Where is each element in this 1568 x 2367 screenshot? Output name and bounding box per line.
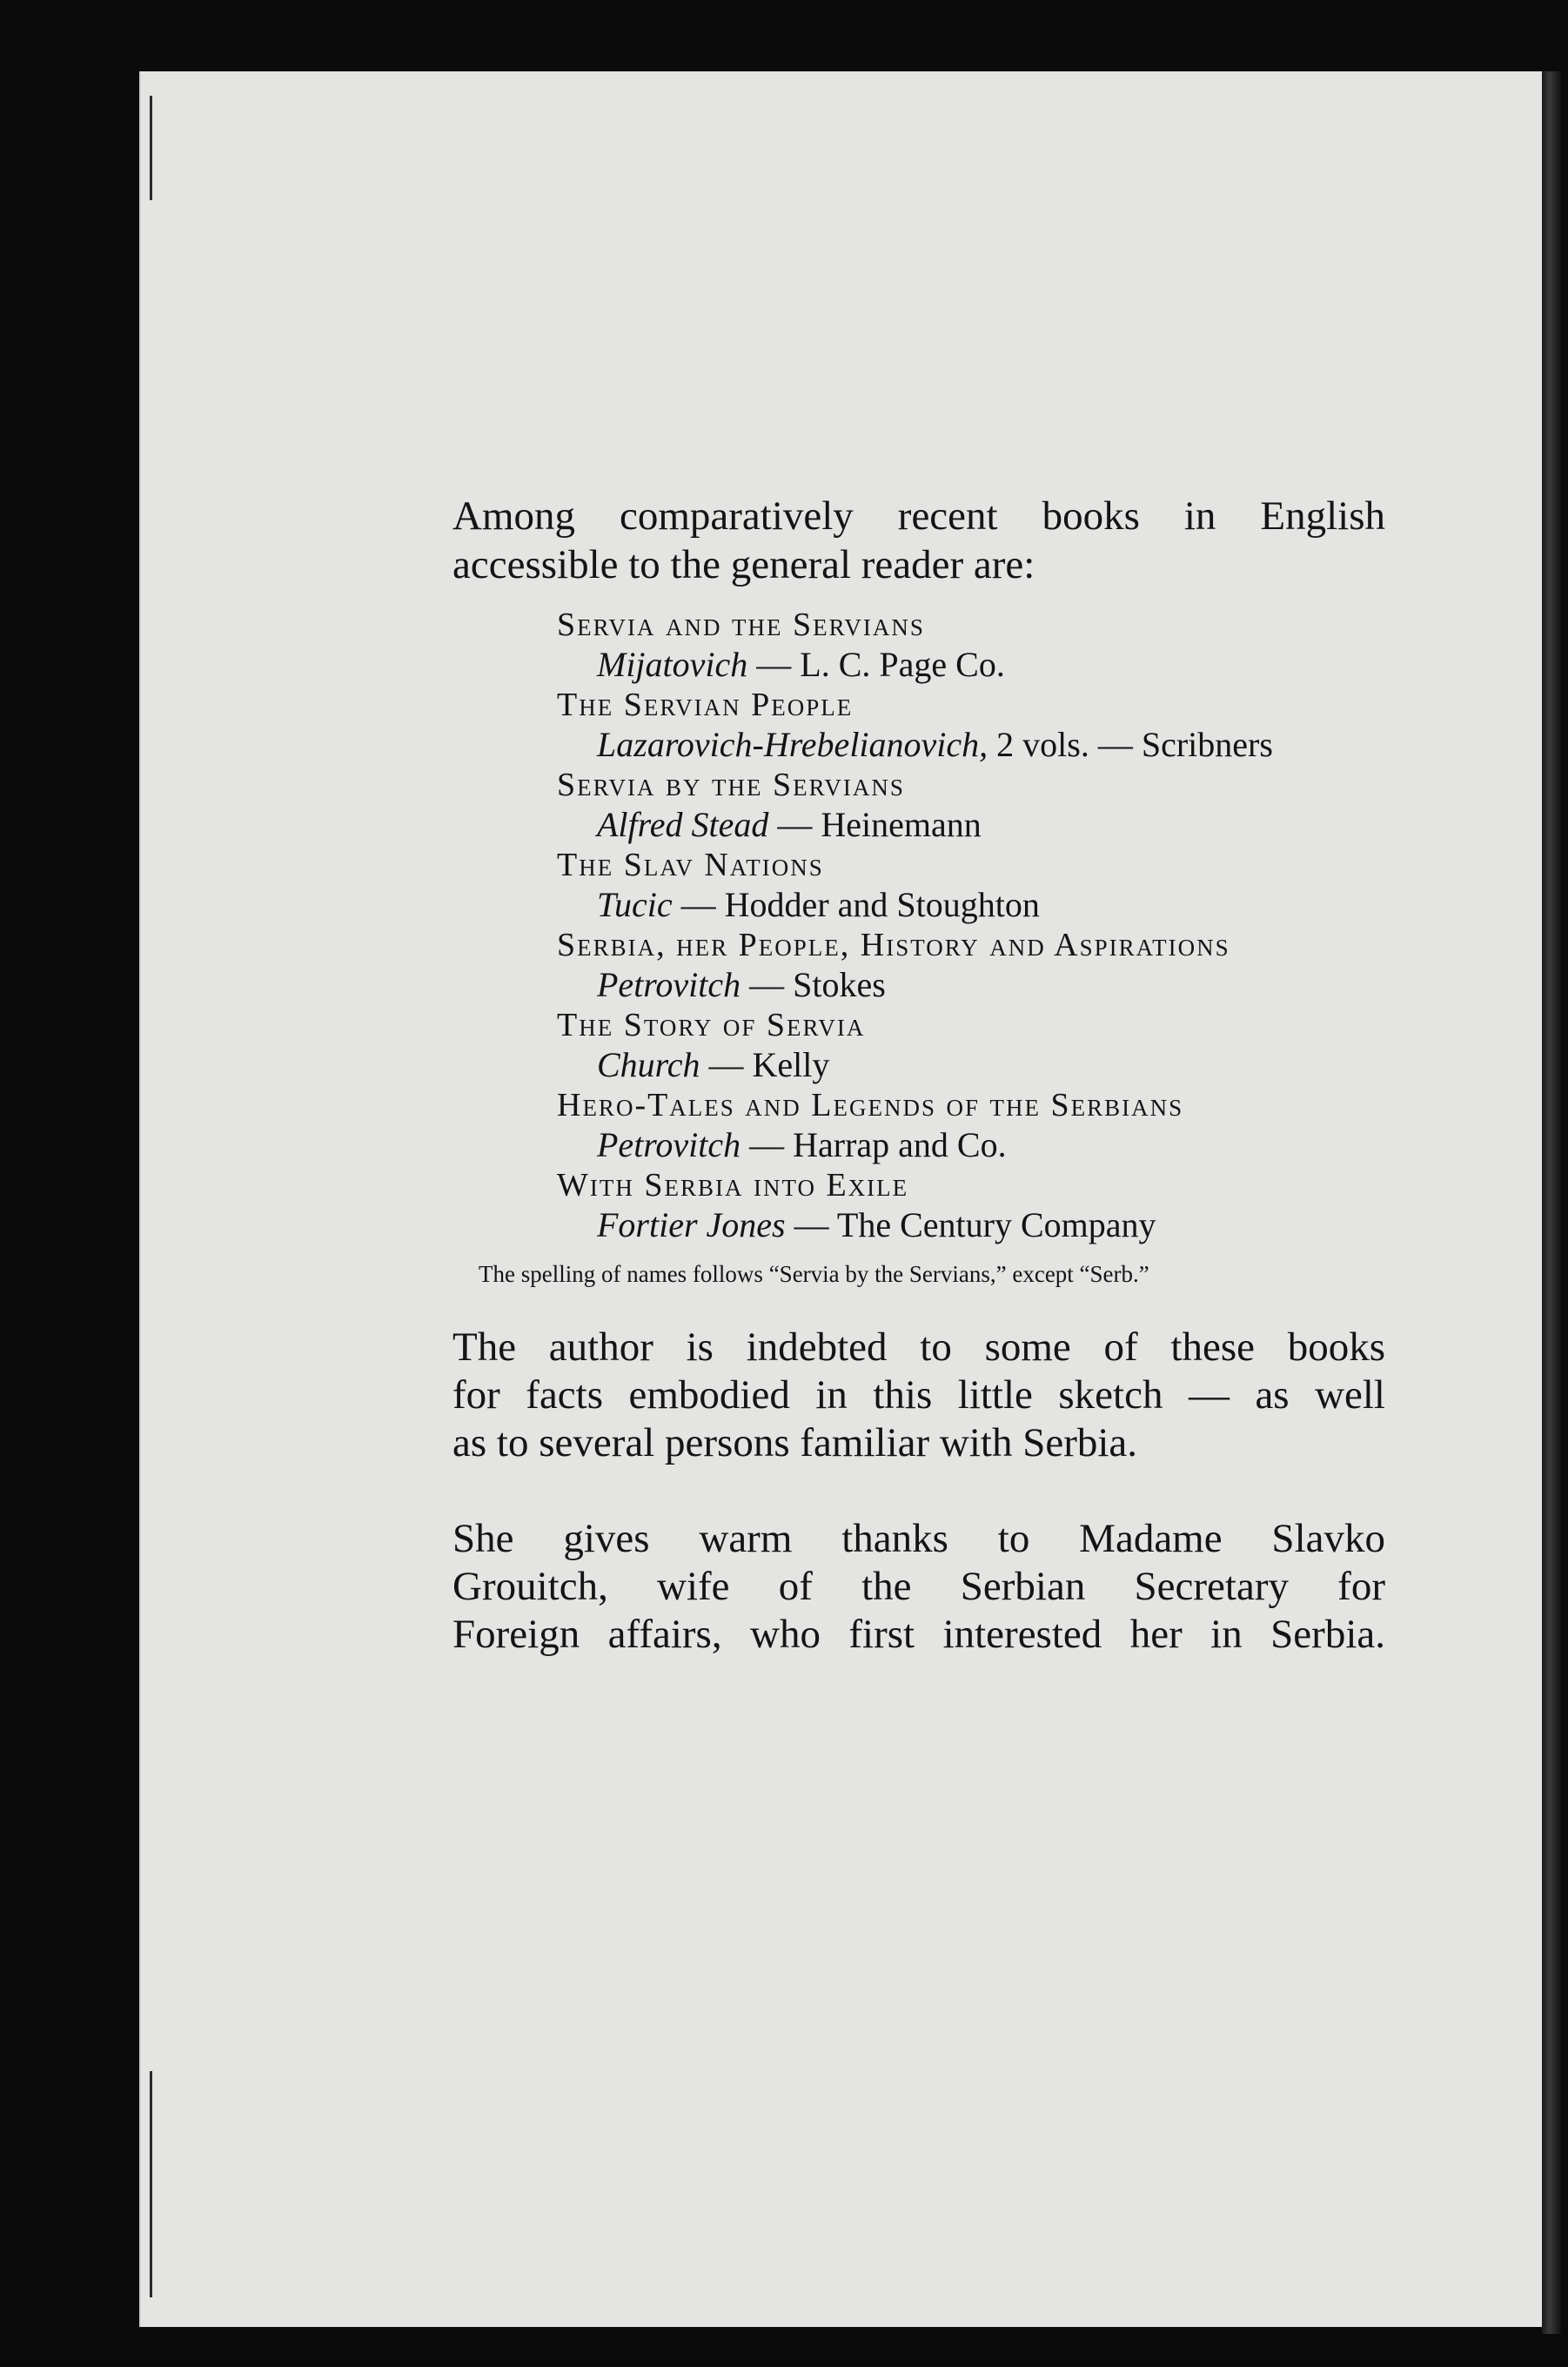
book-item bbox=[557, 845, 1385, 925]
book-meta bbox=[597, 645, 1385, 685]
book-title: The Slav Nations bbox=[557, 847, 824, 883]
intro-text bbox=[452, 492, 1385, 589]
book-item bbox=[557, 1165, 1385, 1245]
book-publisher: — L. C. Page Co. bbox=[747, 645, 1005, 684]
book-item bbox=[557, 1005, 1385, 1085]
book-title: The Story of Servia bbox=[557, 1007, 866, 1043]
book-author: Lazarovich-Hrebelianovich, bbox=[597, 725, 988, 764]
book-item bbox=[557, 925, 1385, 1005]
book-item bbox=[557, 605, 1385, 685]
book-meta bbox=[597, 725, 1385, 765]
book-title: Servia by the Servians bbox=[557, 767, 905, 803]
book-publisher: — The Century Company bbox=[785, 1205, 1156, 1244]
spine-mark-upper bbox=[150, 96, 152, 200]
book-author: Alfred Stead bbox=[597, 805, 769, 844]
book-meta bbox=[597, 805, 1385, 845]
acknowledgement-paragraph-1 bbox=[452, 1324, 1385, 1467]
book-author: Tucic bbox=[597, 885, 673, 924]
spelling-note: The spelling of names follows “Servia by the Servians,” except “Serb.” bbox=[479, 1261, 1149, 1287]
book-author: Church bbox=[597, 1045, 700, 1084]
paragraph-line: as to several persons familiar with Serbia. bbox=[452, 1420, 1138, 1465]
intro-line-2: accessible to the general reader are: bbox=[452, 542, 1035, 587]
book-meta bbox=[597, 1125, 1385, 1165]
book-meta bbox=[597, 965, 1385, 1005]
book-title: Serbia, her People, History and Aspirations bbox=[557, 927, 1230, 963]
page-content bbox=[452, 492, 1385, 1659]
intro-line-1: Among comparatively recent books in English bbox=[452, 493, 1385, 539]
book-publisher: — Stokes bbox=[740, 965, 886, 1004]
book-publisher: 2 vols. — Scribners bbox=[988, 725, 1273, 764]
book-publisher: — Heinemann bbox=[768, 805, 982, 844]
book-title: Hero-Tales and Legends of the Serbians bbox=[557, 1087, 1184, 1123]
book-author: Mijatovich bbox=[597, 645, 748, 684]
paragraph-line: She gives warm thanks to Madame Slavko bbox=[452, 1516, 1385, 1561]
book-author: Fortier Jones bbox=[597, 1205, 786, 1244]
book-meta bbox=[597, 1205, 1385, 1245]
book-title: With Serbia into Exile bbox=[557, 1167, 909, 1204]
book-title: Servia and the Servians bbox=[557, 607, 925, 643]
book-list bbox=[557, 605, 1385, 1245]
book-title: The Servian People bbox=[557, 687, 854, 723]
book-publisher: — Hodder and Stoughton bbox=[672, 885, 1040, 924]
paragraph-line: Foreign affairs, who first interested her in Serbia. bbox=[452, 1612, 1385, 1657]
paragraph-line: for facts embodied in this little sketch — as well bbox=[452, 1372, 1385, 1418]
paragraph-line: The author is indebted to some of these books bbox=[452, 1324, 1385, 1370]
paragraph-line: Grouitch, wife of the Serbian Secretary for bbox=[452, 1564, 1385, 1609]
book-author: Petrovitch bbox=[597, 965, 741, 1004]
book-publisher: — Kelly bbox=[700, 1045, 830, 1084]
book-publisher: — Harrap and Co. bbox=[740, 1125, 1007, 1164]
book-author: Petrovitch bbox=[597, 1125, 741, 1164]
acknowledgement-paragraph-2 bbox=[452, 1515, 1385, 1659]
page-right-edge bbox=[1542, 71, 1561, 2334]
book-item bbox=[557, 1085, 1385, 1165]
book-meta bbox=[597, 1045, 1385, 1085]
book-item bbox=[557, 685, 1385, 765]
spine-mark-lower bbox=[150, 2071, 152, 2297]
book-item bbox=[557, 765, 1385, 845]
book-meta bbox=[597, 885, 1385, 925]
